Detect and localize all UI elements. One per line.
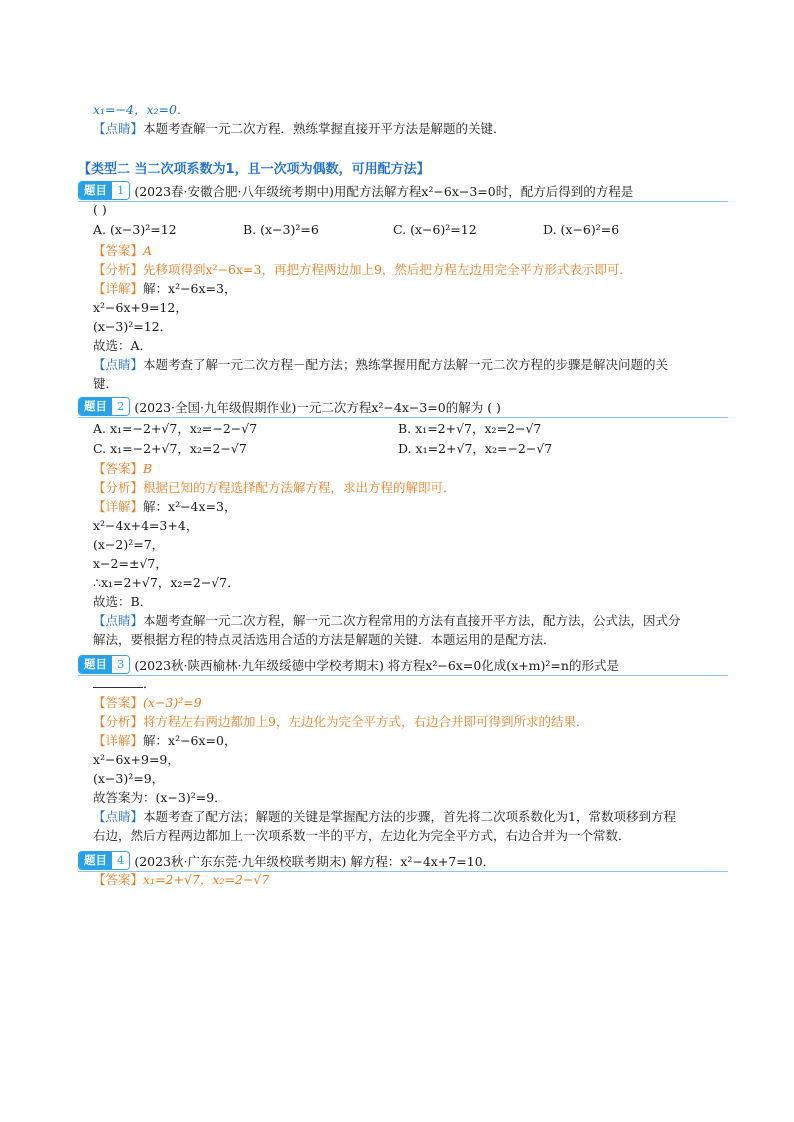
question-1-paren: ( )	[93, 202, 107, 217]
detail-step: x−2=±√7，	[93, 556, 168, 571]
question-2-note-cont: 解法，要根据方程的特点灵活选用合适的方法是解题的关键．本题运用的是配方法．	[93, 632, 556, 647]
question-1-note: 【点睛】本题考查了解一元二次方程－配方法；熟练掌握用配方法解一元二次方程的步骤是解决问题的关	[93, 357, 669, 372]
detail-step: (x−2)²=7，	[93, 537, 165, 552]
option-d: D. (x−6)²=6	[543, 222, 620, 237]
question-4-header	[78, 851, 728, 870]
question-2-header	[78, 397, 728, 416]
question-1-analysis: 【分析】先移项得到x²−6x=3，再把方程两边加上9，然后把方程左边用完全平方形式表示即可．	[93, 262, 632, 277]
option-c: C. (x−6)²=12	[393, 222, 477, 237]
question-2-analysis: 【分析】根据已知的方程选择配方法解方程，求出方程的解即可．	[93, 480, 456, 495]
question-2-options-row1	[78, 419, 728, 439]
question-badge: 题目 2	[78, 397, 130, 416]
question-1-header	[78, 181, 728, 200]
previous-note: 【点睛】本题考查解一元二次方程．熟练掌握直接开平方法是解题的关键．	[93, 121, 506, 136]
question-1-note-cont: 键．	[93, 376, 119, 391]
question-3-answer: 【答案】(x−3)²=9	[93, 695, 202, 710]
question-1-detail: 【详解】解：x²−6x=3，	[93, 281, 237, 296]
section-title: 【类型二 当二次项系数为1，且一次项为偶数，可用配方法】	[78, 162, 430, 177]
question-badge: 题目 1	[78, 181, 130, 200]
question-3-note-cont: 右边，然后方程两边都加上一次项系数一半的平方，左边化为完全平方式，右边合并为一个常数．	[93, 828, 631, 843]
option-d: D. x₁=2+√7，x₂=−2−√7	[398, 441, 553, 456]
detail-step: x²−4x+4=3+4，	[93, 518, 199, 533]
question-2-note: 【点睛】本题考查解一元二次方程，解一元二次方程常用的方法有直接开平方法，配方法，公式法，因式分	[93, 613, 681, 628]
question-3-header	[78, 655, 728, 674]
detail-step: (x−3)²=12．	[93, 319, 173, 334]
question-4-stem: (2023秋·广东东莞·九年级校联考期末) 解方程：x²−4x+7=10．	[134, 853, 496, 869]
detail-step: 故选：A．	[93, 338, 153, 353]
content	[78, 100, 728, 889]
detail-step: (x−3)²=9，	[93, 771, 165, 786]
question-1-answer: 【答案】A	[93, 243, 153, 258]
option-b: B. (x−3)²=6	[243, 222, 319, 237]
question-1-options	[78, 219, 728, 241]
option-c: C. x₁=−2+√7，x₂=2−√7	[93, 441, 247, 456]
previous-solution-line: x₁=−4，x₂=0.	[93, 102, 181, 117]
detail-step: x²−6x+9=12，	[93, 300, 188, 315]
option-a: A. x₁=−2+√7，x₂=−2−√7	[93, 421, 258, 436]
question-3-analysis: 【分析】将方程左右两边都加上9，左边化为完全平方式，右边合并即可得到所求的结果．	[93, 714, 589, 729]
question-3-detail: 【详解】解：x²−6x=0，	[93, 733, 237, 748]
question-2-detail: 【详解】解：x²−4x=3，	[93, 499, 237, 514]
question-badge: 题目 4	[78, 851, 130, 870]
question-3-stem: (2023秋·陕西榆林·九年级绥德中学校考期末) 将方程x²−6x=0化成(x+m)²=n的形式是	[134, 657, 619, 673]
option-a: A. (x−3)²=12	[93, 222, 177, 237]
question-2-answer: 【答案】B	[93, 461, 153, 476]
question-3-blank: ．	[78, 674, 728, 693]
detail-step: x²−6x+9=9，	[93, 752, 180, 767]
question-1-stem: (2023春·安徽合肥·八年级统考期中)用配方法解方程x²−6x−3=0时，配方后得到的方程是	[134, 183, 634, 199]
detail-step: ∴x₁=2+√7，x₂=2−√7．	[93, 575, 240, 590]
question-4-answer: 【答案】x₁=2+√7，x₂=2−√7	[93, 872, 270, 887]
answer-blank	[93, 675, 143, 688]
detail-step: 故选：B．	[93, 594, 153, 609]
option-b: B. x₁=2+√7，x₂=2−√7	[398, 421, 542, 436]
question-3-note: 【点睛】本题考查了配方法；解题的关键是掌握配方法的步骤，首先将二次项系数化为1，常数项移到方程	[93, 809, 676, 824]
detail-step: 故答案为：(x−3)²=9．	[93, 790, 227, 805]
question-2-options-row2	[78, 439, 728, 459]
question-badge: 题目 3	[78, 655, 130, 674]
question-2-stem: (2023·全国·九年级假期作业)一元二次方程x²−4x−3=0的解为 ( )	[134, 399, 501, 415]
